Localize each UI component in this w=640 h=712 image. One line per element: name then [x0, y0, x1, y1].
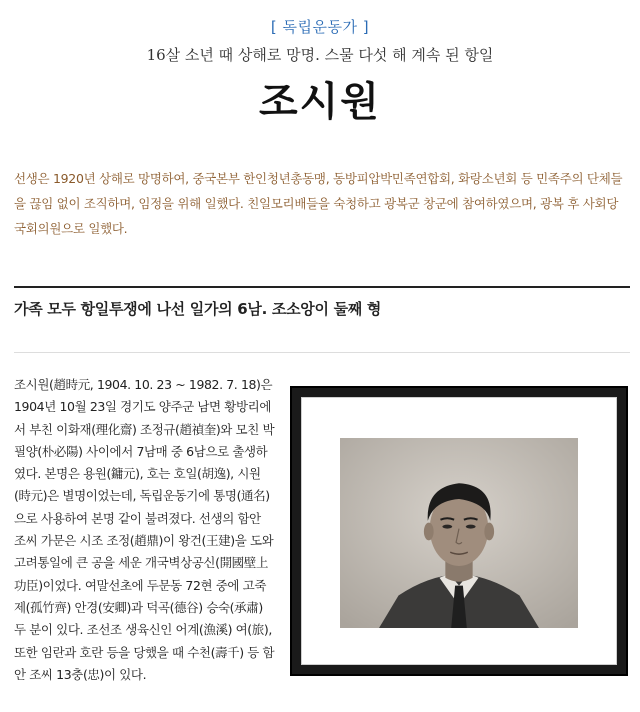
section-divider-top — [14, 286, 630, 288]
portrait-mat — [301, 397, 617, 665]
summary-text: 선생은 1920년 상해로 망명하여, 중국본부 한인청년총동맹, 동방피압박민족연합회, 화랑소년회 등 민족주의 단체들을 끊임 없이 조직하며, 임정을 위해 일했다. 친일모리배들을 숙청하고 광복군 창군에 참여하였으며, 광복 후 사회당 국회의원으로 일했다. — [14, 171, 623, 236]
section-heading: 가족 모두 항일투쟁에 나선 일가의 6남. 조소앙이 둘째 형 — [14, 300, 382, 318]
portrait-illustration — [340, 438, 578, 628]
article-subtitle: 16살 소년 때 상해로 망명. 스물 다섯 해 계속 된 항일 — [146, 46, 494, 64]
portrait-photo — [340, 438, 578, 628]
portrait-frame — [290, 386, 628, 676]
article-title: 조시원 — [259, 78, 381, 125]
body-text: 조시원(趙時元, 1904. 10. 23 ~ 1982. 7. 18)은 1904년 10월 23일 경기도 양주군 남면 황방리에서 부친 이화재(理化齋) 조정규(趙禎奎)와 모친 박필양(朴必陽) 사이에서 7남매 중 6남으로 출생하였다. 본명은 용원(鏞元), 호는 호일(胡逸), 시원(時元)은 별명이었는데, 독립운동기에 통명(通名)으로 사용하여 본명 같이 불려졌다. 선생의 함안 조씨 가문은 시조 조정(趙鼎)이 왕건(王建)을 도와 고려통일에 큰 공을 세운 개국벽상공신(開國壁上功臣)이었다. 여말선초에 두문동 72현 중에 고죽제(孤竹齊) 안경(安卿)과 덕곡(德谷) 승숙(承肅) 두 분이 있다. 조선조 생육신인 어계(漁溪) 여(旅), 또한 임란과 호란 등을 당했을 때 수천(壽千) 등 함안 조씨 13충(忠)이 있다. — [14, 377, 275, 682]
category-label: [ 독립운동가 ] — [270, 18, 370, 36]
section-divider-bottom — [14, 352, 630, 353]
